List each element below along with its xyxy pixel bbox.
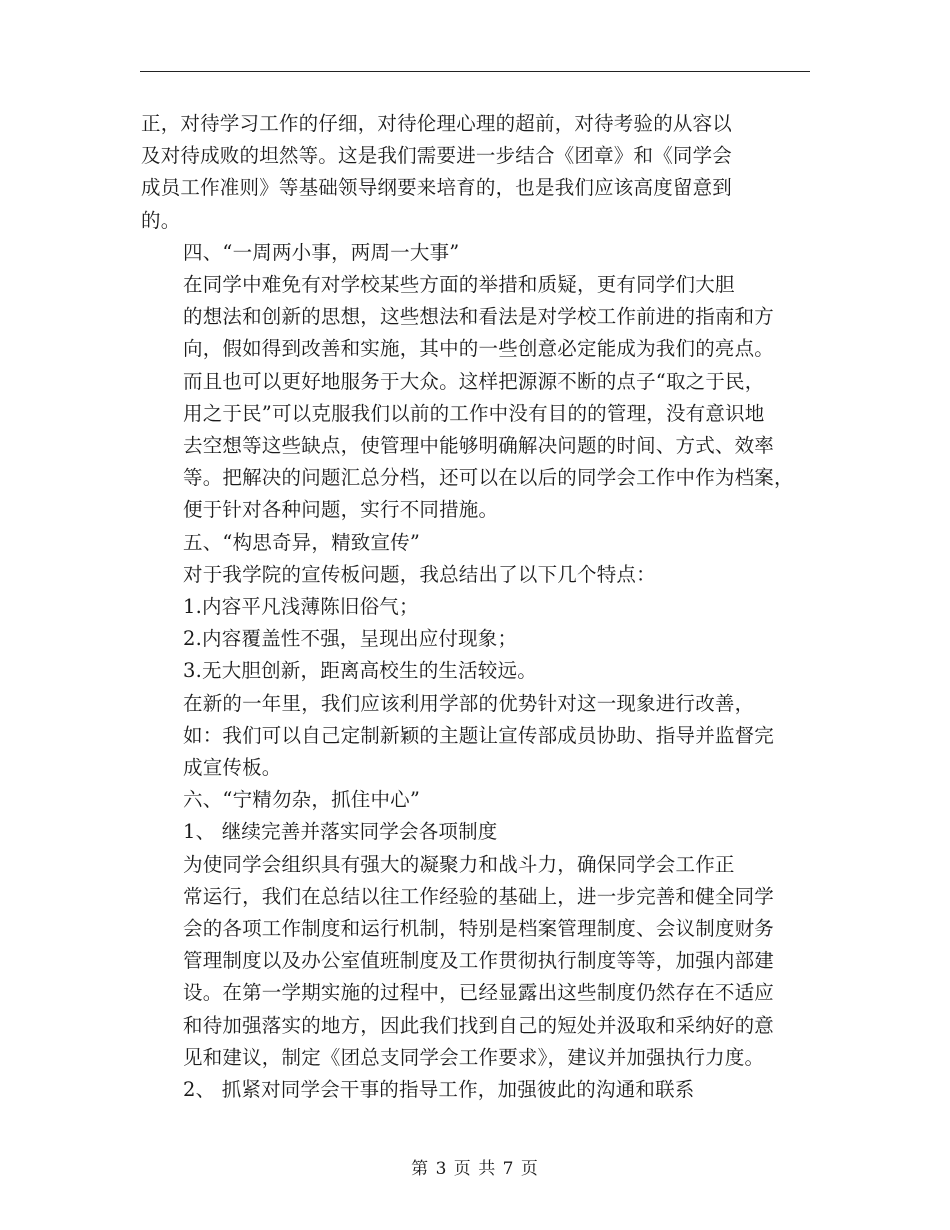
text-line: 向，假如得到改善和实施，其中的一些创意必定能成为我们的亮点。 [183, 337, 775, 361]
text-line: 的想法和创新的思想，这些想法和看法是对学校工作前进的指南和方 [183, 305, 775, 329]
paragraph [141, 559, 809, 591]
text-line: 见和建议，制定《团总支同学会工作要求》，建议并加强执行力度。 [183, 1045, 765, 1069]
text-line: 会的各项工作制度和运行机制，特别是档案管理制度、会议制度财务 [183, 917, 775, 941]
text-line: 及对待成败的坦然等。这是我们需要进一步结合《团章》和《同学会 [141, 144, 733, 168]
page-footer: 第 3 页 共 7 页 [411, 1159, 539, 1179]
text-line: 四、“一周两小事，两周一大事” [183, 240, 460, 264]
text-line: 3.无大胆创新，距离高校生的生活较远。 [183, 659, 537, 683]
paragraph [141, 269, 809, 527]
text-line: 便于针对各种问题，实行不同措施。 [183, 498, 499, 522]
paragraph [141, 784, 809, 816]
text-line: 在新的一年里，我们应该利用学部的优势针对这一现象进行改善， [183, 691, 755, 715]
text-line: 1.内容平凡浅薄陈旧俗气； [183, 595, 419, 619]
text-line: 如：我们可以自己定制新颖的主题让宣传部成员协助、指导并监督完 [183, 723, 775, 747]
text-line: 1、 继续完善并落实同学会各项制度 [183, 820, 498, 844]
text-line: 去空想等这些缺点，使管理中能够明确解决问题的时间、方式、效率 [183, 434, 775, 458]
text-line: 的。 [141, 208, 181, 232]
text-line: 五、“构思奇异，精致宣传” [183, 530, 421, 554]
text-line: 等。把解决的问题汇总分档，还可以在以后的同学会工作中作为档案， [183, 466, 794, 490]
paragraph [141, 237, 809, 269]
paragraph [141, 655, 809, 687]
paragraph [141, 816, 809, 848]
header-rule [140, 71, 810, 72]
text-line: 和待加强落实的地方，因此我们找到自己的短处并汲取和采纳好的意 [183, 1013, 775, 1037]
text-line: 管理制度以及办公室值班制度及工作贯彻执行制度等等，加强内部建 [183, 949, 775, 973]
paragraph [141, 591, 809, 623]
paragraph [141, 688, 809, 785]
text-line: 成宣传板。 [183, 756, 282, 780]
text-line: 2、 抓紧对同学会干事的指导工作，加强彼此的沟通和联系 [183, 1078, 695, 1102]
text-line: 六、“宁精勿杂，抓住中心” [183, 788, 421, 812]
text-line: 设。在第一学期实施的过程中，已经显露出这些制度仍然存在不适应 [183, 981, 775, 1005]
text-line: 常运行，我们在总结以往工作经验的基础上，进一步完善和健全同学 [183, 884, 775, 908]
paragraph [141, 849, 809, 1074]
paragraph [141, 527, 809, 559]
paragraph [141, 1074, 809, 1106]
text-line: 用之于民”可以克服我们以前的工作中没有目的的管理，没有意识地 [183, 401, 765, 425]
text-line: 对于我学院的宣传板问题，我总结出了以下几个特点： [183, 562, 656, 586]
text-line: 2.内容覆盖性不强，呈现出应付现象； [183, 627, 518, 651]
document-body [141, 108, 809, 1106]
text-line: 而且也可以更好地服务于大众。这样把源源不断的点子“取之于民， [183, 369, 765, 393]
text-line: 在同学中难免有对学校某些方面的举措和质疑，更有同学们大胆 [183, 273, 735, 297]
text-line: 为使同学会组织具有强大的凝聚力和战斗力，确保同学会工作正 [183, 852, 735, 876]
text-line: 成员工作准则》等基础领导纲要来培育的，也是我们应该高度留意到 [141, 176, 733, 200]
text-line: 正，对待学习工作的仔细，对待伦理心理的超前，对待考验的从容以 [141, 112, 733, 135]
paragraph [141, 623, 809, 655]
paragraph [141, 108, 809, 237]
